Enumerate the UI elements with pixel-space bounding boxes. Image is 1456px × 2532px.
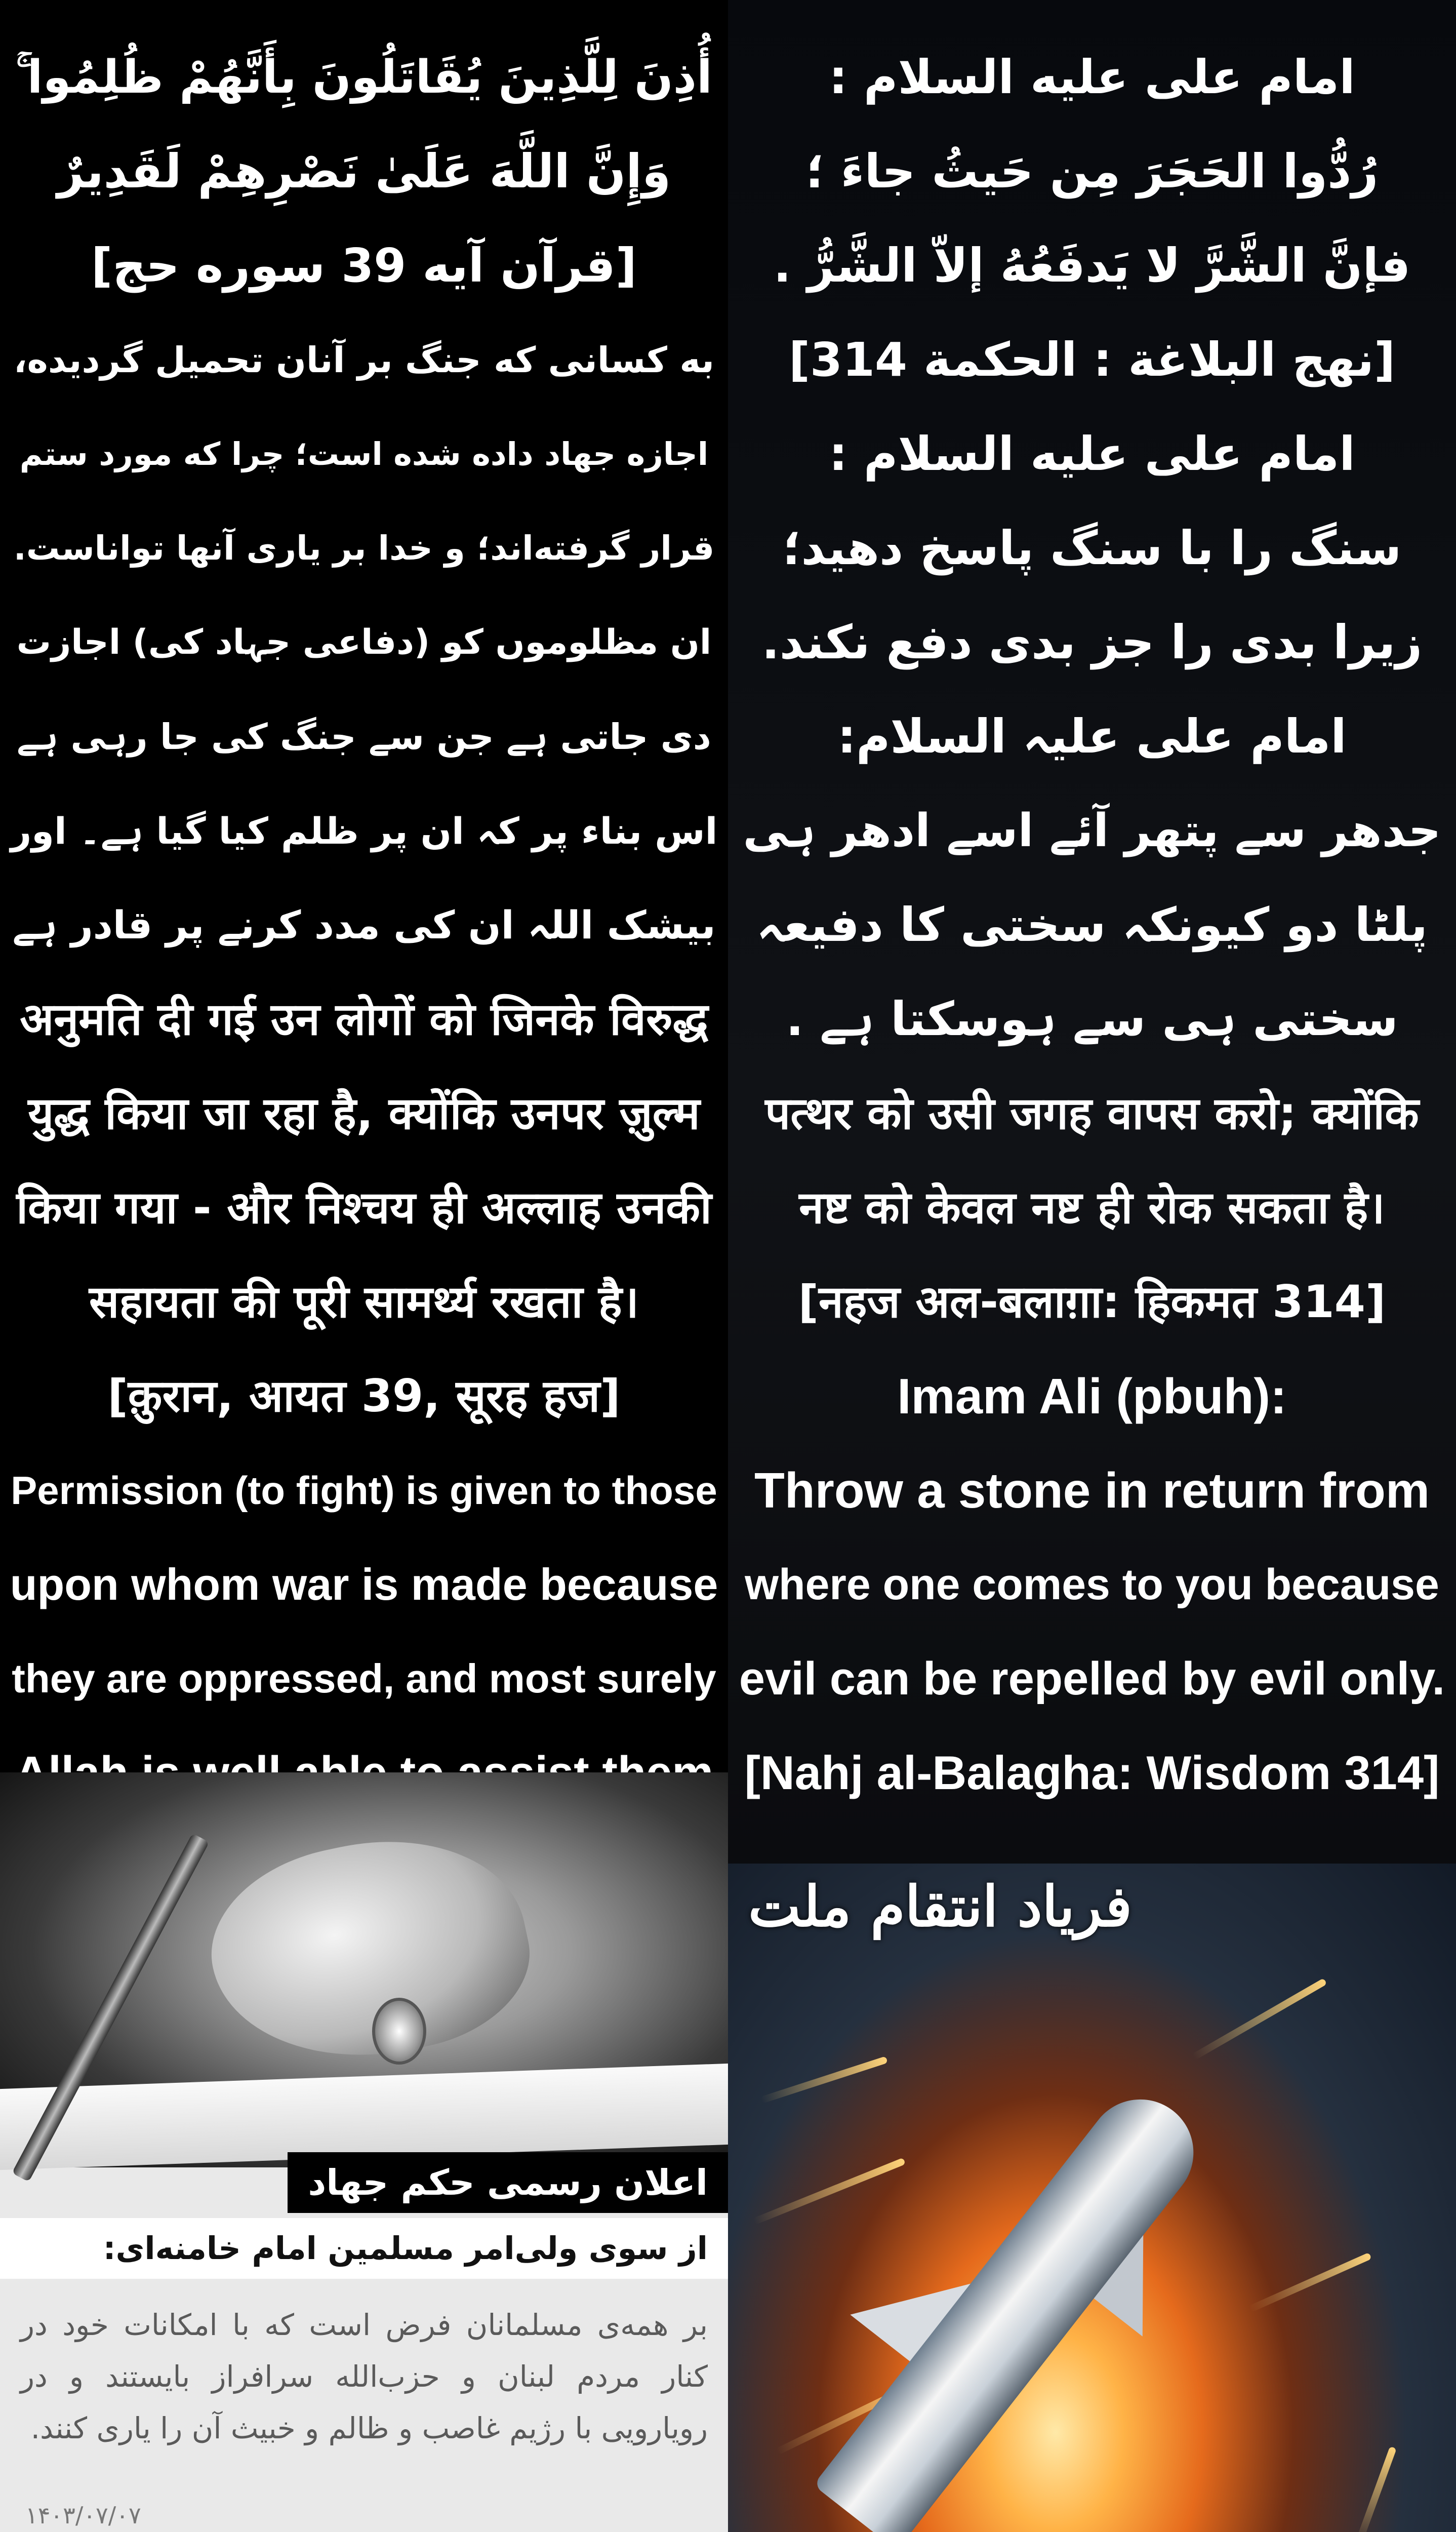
hadith-urdu-line-3: سختی ہی سے ہوسکتا ہے . [786, 992, 1398, 1046]
urdu-translation-line-4: بیشک اللہ ان کی مدد کرنے پر قادر ہے [12, 902, 716, 947]
hadith-english-line-2: where one comes to you because [745, 1560, 1439, 1609]
hadith-arabic-reference: [نهج البلاغة : الحكمة 314] [788, 333, 1396, 387]
missile-trail-4 [1248, 2252, 1371, 2313]
hadith-persian-line-1: سنگ را با سنگ پاسخ دهید؛ [782, 521, 1402, 575]
right-text-panel [728, 0, 1456, 1864]
hadith-english-attribution: Imam Ali (pbuh): [897, 1368, 1287, 1424]
right-text-block [728, 0, 1456, 1820]
hadith-urdu-line-1: جدھر سے پتھر آئے اسے ادھر ہی [743, 804, 1441, 857]
missile-trail-3 [1192, 1978, 1327, 2060]
persian-translation-line-1: به کسانی که جنگ بر آنان تحمیل گردیده، [13, 339, 715, 381]
hadith-arabic-line-1: رُدُّوا الحَجَرَ مِن حَيثُ جاءَ ؛ [805, 144, 1379, 199]
hindi-reference: [क़ुरान, आयत 39, सूरह हज] [107, 1370, 621, 1422]
hindi-translation-line-3: किया गया - और निश्चय ही अल्लाह उनकी [16, 1181, 712, 1234]
hadith-persian-line-2: زیرا بدی را جز بدی دفع نکند. [761, 615, 1423, 669]
quran-persian-reference: [قرآن آیه 39 سوره حج] [91, 239, 637, 293]
left-text-panel [0, 0, 728, 1772]
hadith-arabic-line-2: فإنَّ الشَّرَّ لا يَدفَعُهُ إلاّ الشَّرُّ . [773, 239, 1411, 293]
hadith-hindi-line-2: नष्ट को केवल नष्ट ही रोक सकता है। [799, 1181, 1385, 1234]
hadith-hindi-line-1: पत्थर को उसी जगह वापस करो; क्योंकि [765, 1087, 1419, 1139]
announcement-date: ۱۴۰۳/۰۷/۰۷ [25, 2502, 141, 2529]
announcement-subtitle-banner: از سوی ولی‌امر مسلمین امام خامنه‌ای: [0, 2218, 728, 2279]
english-translation-line-1: Permission (to fight) is given to those [11, 1468, 717, 1513]
urdu-translation-line-3: اس بناء پر کہ ان پر ظلم کیا گیا ہے۔ اور [10, 810, 718, 852]
persian-translation-line-2: اجازه جهاد داده شده است؛ چرا که مورد ستم [19, 436, 709, 472]
missile-poster-image [728, 1864, 1456, 2532]
hadith-english-line-3: evil can be repelled by evil only. [739, 1653, 1445, 1705]
hadith-urdu-line-2: پلٹا دو کیونکہ سختی کا دفیعہ [756, 898, 1428, 952]
left-text-block [0, 0, 728, 1914]
hindi-translation-line-1: अनुमति दी गई उन लोगों को जिनके विरुद्ध [20, 993, 708, 1045]
missile-icon [813, 2078, 1215, 2532]
jihad-announcement-image [0, 1772, 728, 2532]
quran-arabic-line-1: أُذِنَ لِلَّذِينَ يُقَاتَلُونَ بِأَنَّهُمْ ظُلِمُوا ۚ [16, 51, 712, 104]
persian-translation-line-3: قرار گرفته‌اند؛ و خدا بر یاری آنها تواناست. [13, 529, 715, 568]
hindi-translation-line-4: सहायता की पूरी सामर्थ्य रखता है। [89, 1276, 639, 1328]
quran-arabic-line-2: وَإِنَّ اللَّهَ عَلَىٰ نَصْرِهِمْ لَقَدِيرٌ [57, 144, 671, 199]
hadith-urdu-attribution: امام علی علیہ السلام: [837, 709, 1347, 764]
missile-trail-2 [753, 2158, 906, 2225]
hindi-translation-line-2: युद्ध किया जा रहा है, क्योंकि उनपर ज़ुल्म [28, 1087, 700, 1139]
hadith-english-reference: [Nahj al-Balagha: Wisdom 314] [744, 1746, 1440, 1799]
urdu-translation-line-2: دی جاتی ہے جن سے جنگ کی جا رہی ہے [17, 716, 711, 758]
hadith-persian-attribution-2: امام علی علیه السلام : [829, 427, 1355, 481]
missile-trail-1 [760, 2056, 888, 2104]
hadith-persian-attribution: امام علی علیه السلام : [829, 50, 1355, 104]
urdu-translation-line-1: ان مظلوموں کو (دفاعی جہاد کی) اجازت [16, 622, 712, 662]
announcement-title-banner: اعلان رسمی حکم جهاد [288, 2152, 728, 2213]
english-translation-line-3: they are oppressed, and most surely [12, 1656, 716, 1701]
missile-trail-6 [1355, 2446, 1397, 2532]
hadith-hindi-reference: [नहज अल-बलाग़ा: हिकमत 314] [798, 1276, 1386, 1328]
english-translation-line-2: upon whom war is made because [10, 1559, 718, 1609]
poster-title: فریاد انتقام ملت [748, 1874, 1132, 1939]
hadith-english-line-1: Throw a stone in return from [754, 1462, 1430, 1518]
ring-icon [372, 1998, 426, 2065]
announcement-statement: بر همه‌ی مسلمانان فرض است که با امکانات خود در کنار مردم لبنان و حزب‌الله سرافراز بایستند و در رویارویی با رژیم غاصب و ظالم و خبیث آن را یاری کنند. [20, 2308, 708, 2445]
